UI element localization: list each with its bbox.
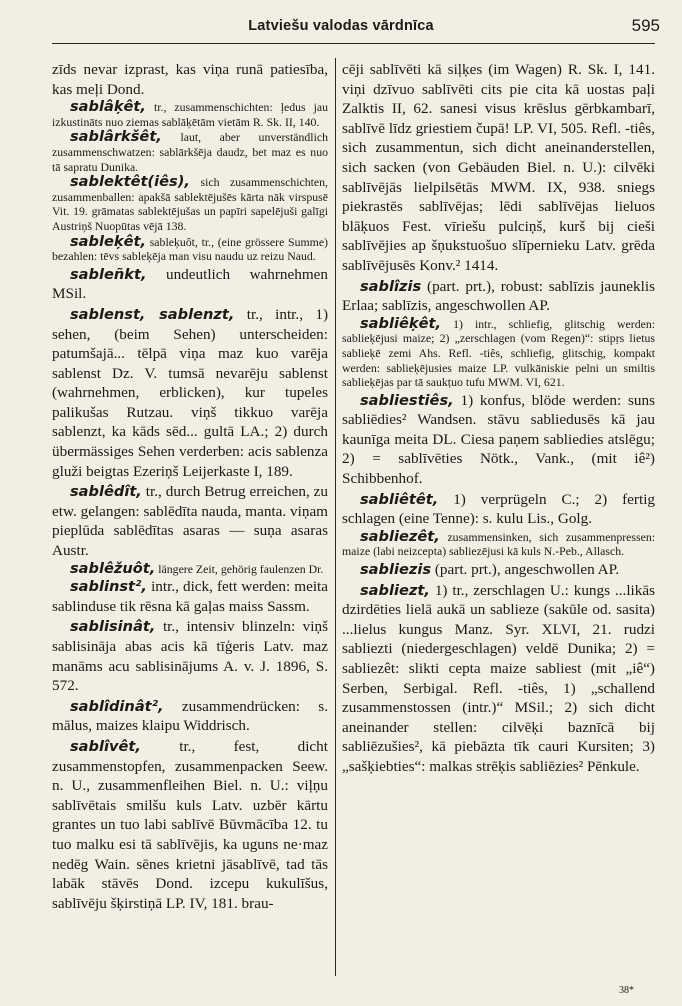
page-number: 595 — [631, 16, 660, 35]
dictionary-entry — [52, 100, 328, 129]
entry-definition: 1) intr., schliefig, glitschig werden: sablieķējusi maize; 2) „zerschlagen (vom Regen)“: stipṛs lietus sablieķē zemi Ahs. Refl. -tiês, schliefig, glitschig, kompakt werden: sablieķējusies maize LP. vulkāniskie pelni un smiltis sablieķējas par tā saukṭuo tufu MWM. VI, 621. — [342, 316, 656, 390]
entry-definition: (part. prt.), angeschwollen AP. — [434, 561, 620, 579]
entry-headword: sablâķêt, — [70, 98, 146, 116]
entry-headword: sablîvêt, — [70, 737, 141, 755]
entry-headword: sableñkt, — [70, 265, 147, 283]
running-title: Latviešu valodas vārdnīca — [248, 18, 434, 34]
dictionary-entry — [52, 232, 328, 264]
dictionary-entry — [52, 737, 328, 913]
entry-headword: sablinst², — [70, 578, 147, 596]
entry-definition: sich zusammenschichten, zusammenballen: apakšā sablektējušēs kārta nāk virspusē Vit. 19. grāmatas sablektējušas un papīri sapelējuši galīgi Austriņš Nuopūtas vējā 138. — [52, 175, 328, 233]
entry-headword: sablisinât, — [70, 618, 156, 636]
entry-definition: 1) tr., zerschlagen U.: kungs ...likās dzirdēties lielā aukā un sablieze (sakūle od. sasita) ...lielus kungus Manz. Syr. XLVI, 21. rudzi sabliezti (niedergeschlagen) veldē Dunika; 2) = sabliezêt: slikti cepta maize sabliest (mit „iê“) Serben, Serbigal. Refl. -tiês, 1) „schallend zusammenstossen (intr.)“ MSil.; 2) sich dicht aneinander stellen: cilvēķi baznīcā bij sabliēzušies², kā piebāzta tīk cauri Kursiten; 3) „sašķiebties“: malkas strēķis sabliēzies² Pēnkule. — [342, 581, 656, 775]
dictionary-entry — [342, 581, 655, 777]
dictionary-entry — [52, 697, 328, 736]
entry-headword: sabliezis — [360, 561, 432, 579]
dictionary-entry — [52, 617, 328, 695]
entry-headword: sablektêt(iês), — [70, 173, 190, 191]
header-rule — [52, 43, 655, 44]
entry-headword: sablârkšêt, — [70, 128, 162, 146]
entry-definition: tr., intr., 1) sehen, (beim Sehen) unterscheiden: patumšajā... tēlpā viņa maz kuo varēja sablenst Dz. V. tumsā nevarēju sablenst (wahrnehmen, erblicken), kur tupeles palikušas Rutzau. viņš tikkuo varēja sablenzt, ka kāds sēd... gultā LA.; 2) durch übermässiges Sehen verderben: acis sablenza gluži beigtas Ezeriņš Leijerkaste I, 189. — [52, 305, 329, 480]
entry-definition: tr., zusammenschichten: ļedus jau izkustināts nuo ziemas sablāķētām vietām R. Sk. II, 140. — [52, 100, 328, 129]
entry-headword: sablenst, sablenzt, — [70, 305, 235, 323]
dictionary-entry — [342, 560, 655, 580]
entry-definition: (part. prt.), robust: sablīzis jauneklis Erlaa; sablīzis, angeschwollen AP. — [342, 277, 655, 315]
entry-definition: zīds nevar izprast, kas viņa runā patiesība, kas meļi Dond. — [52, 61, 328, 98]
entry-definition: zusammendrücken: s. mālus, maizes klaipu Widdrisch. — [52, 697, 328, 735]
entry-definition: tr., intensiv blinzeln: viņš sablisināja abas acis kā tīģeris Latv. maz manāms acu sablisinājums A. v. J. 1896, S. 572. — [52, 618, 328, 695]
entry-definition: tr., fest, dicht zusammenstopfen, zusammenpacken Seew. n. U., zusammenfleihen Biel. n. U.: viļņu sablīvētais smilšu kuls Latv. uzbēr kārtu grantes un tuo labi sablīvē Būvmācība 12. tu tuo malku esi tā sablīvējis, ka uguns ne·maz nedēg Wain. sēnes krietni jāsablīvē, tad tās labāk stāvēs Dond. izcepu kukulīšus, sablīvēju šķirstiņā LP. IV, 181. brau- — [52, 737, 328, 912]
entry-definition: tr., durch Betrug erreichen, zu etw. gelangen: sablēdīta nauda, manta. viņam pieplūda sablēdītas asaras — suņa asaras Austr. — [52, 483, 328, 560]
dictionary-entry — [52, 482, 328, 560]
dictionary-entry — [342, 277, 655, 316]
right-column — [342, 60, 655, 778]
dictionary-entry — [342, 527, 656, 559]
entry-definition: intr., dick, fett werden: meita sablinduse tik rēsna kā gaļas maiss Sassm. — [52, 578, 329, 615]
dictionary-entry — [52, 175, 328, 233]
entry-definition: laut, aber unverständlich zusammenschwatzen: sablārkšēja daudz, bet maz es nuo tā sapratu Dunika. — [52, 130, 328, 174]
entry-definition: zusammensinken, sich zusammenpressen: maize (labi neizcepta) sabliezējusi kā kuls N.-Peb., Allasch. — [342, 529, 656, 559]
entry-headword: sableķêt, — [70, 232, 147, 250]
dictionary-entry — [342, 314, 656, 390]
entry-definition: undeutlich wahrnehmen MSil. — [52, 265, 329, 303]
entry-definition: 1) konfus, blöde werden: suns sabliēdies² Wandsen. stāvu sabliedusēs kā jau kaunīga meita DL. Ciesa paņem sabliedies atslēgu; 2) = sablīvēties Nötk., Vank., (mit iê²) Schibbenhof. — [342, 391, 655, 488]
entry-headword: sablêdît, — [70, 483, 142, 501]
entry-headword: sabliestiês, — [360, 391, 454, 409]
entry-headword: sabliezêt, — [360, 527, 440, 545]
entry-headword: sablîdinât², — [70, 697, 164, 715]
signature-mark: 38* — [619, 985, 634, 996]
entry-definition: 1) verprügeln C.; 2) fertig schlagen (eine Tenne): s. kulu Lis., Golg. — [342, 490, 656, 528]
dictionary-entry — [52, 559, 328, 577]
dictionary-entry — [52, 577, 328, 616]
dictionary-entry — [52, 305, 328, 481]
entry-definition: längere Zeit, gehörig faulenzen Dr. — [158, 561, 324, 576]
entry-headword: sabliezt, — [360, 581, 430, 599]
dictionary-entry — [52, 60, 328, 99]
entry-definition: sableķuôt, tr., (eine grössere Summe) bezahlen: tēvs sableķēja man visu naudu uz reizu Naud. — [52, 234, 328, 264]
entry-headword: sabliêķêt, — [360, 314, 442, 332]
dictionary-entry — [52, 265, 328, 304]
page-header — [0, 18, 682, 40]
dictionary-entry — [52, 130, 328, 174]
entry-headword: sabliêtêt, — [360, 490, 439, 508]
left-column — [52, 60, 328, 914]
dictionary-entry — [342, 60, 655, 276]
dictionary-entry — [342, 490, 655, 529]
dictionary-entry — [342, 391, 655, 489]
entry-headword: sablîzis — [360, 277, 422, 295]
entry-definition: cēji sablīvēti kā siļķes (im Wagen) R. Sk. I, 141. viņi dzīvuo sablīvēti cits pie cita kā uostas paļi Zalktis II, 62. sanesi visus krēslus gērbkambarī, sablīvē līdz griestiem čupā! LP. VI, 505. Refl. -tiês, sich zusammentun, sich dicht aneinanderstellen, sich sacken (von Gebäuden Biel. n. U.): cilvēki sablīvējās lielpilsētās MWM. IX, 938. sniegs piekrastēs sablīvējas; lēdi sablīvējas lieluos blāķuos Fest. vīriešu pulciņš, kurš bij cieši sablīvējies ap šņukstuošuo slīpernieku Latv. grēda sablīvējusēs Konv.² 1414. — [342, 61, 655, 274]
column-divider — [335, 58, 336, 976]
entry-headword: sablêžuôt, — [70, 559, 156, 577]
